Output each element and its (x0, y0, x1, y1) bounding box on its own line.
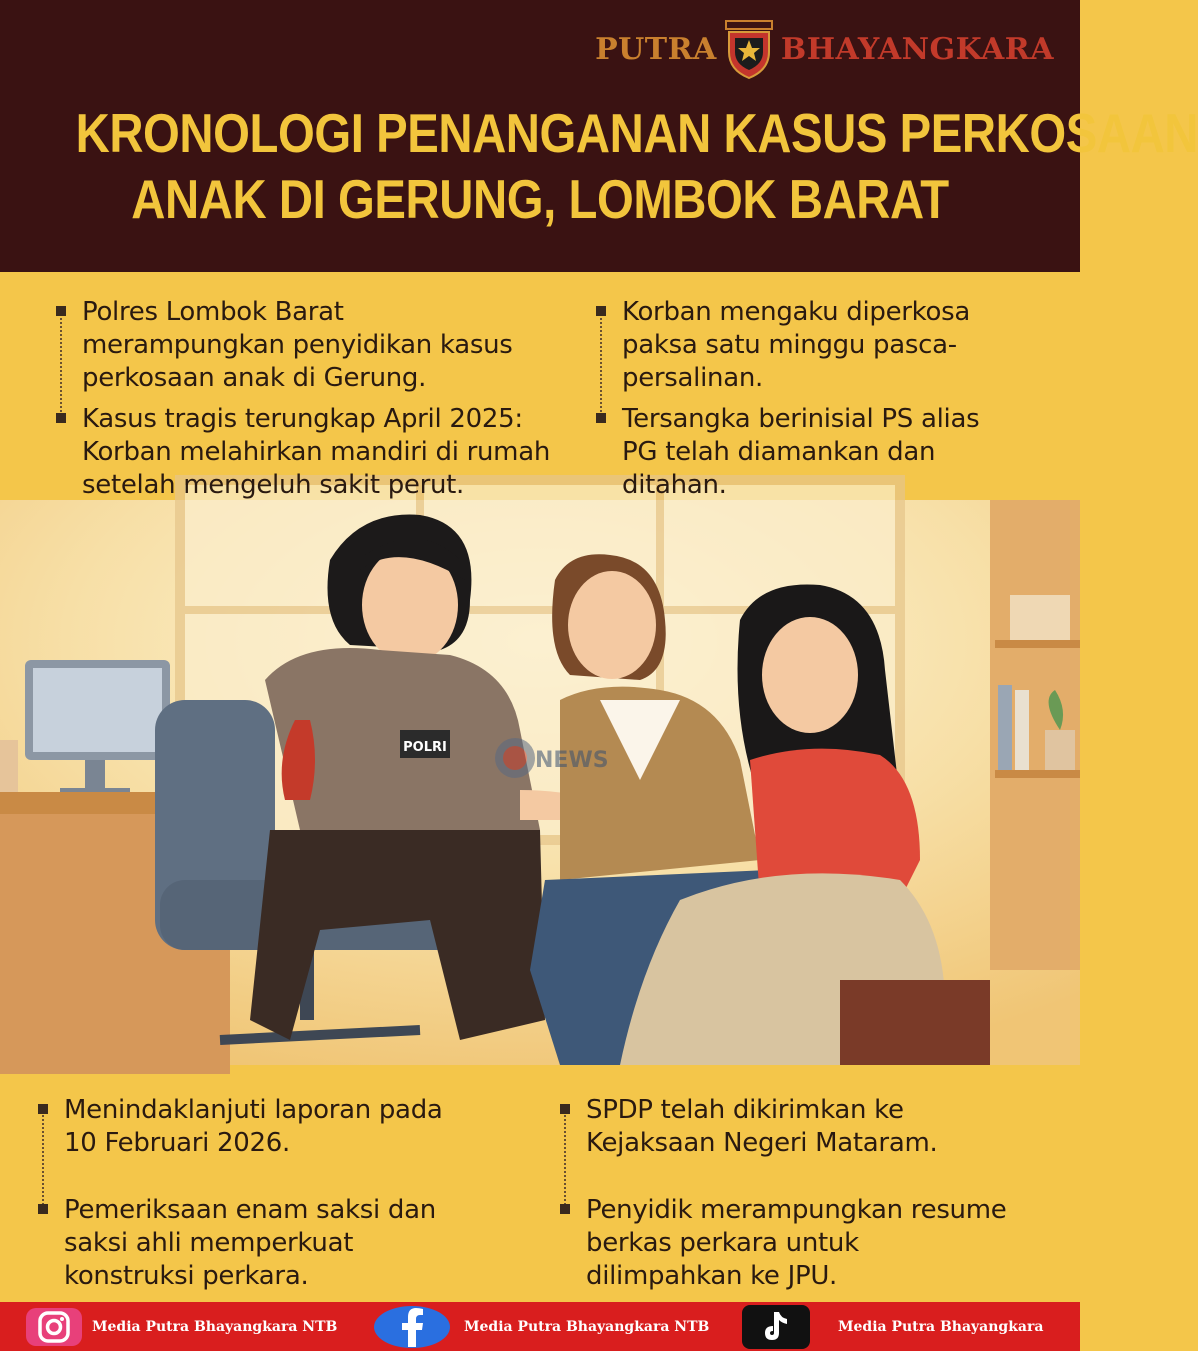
header (0, 0, 1198, 272)
bullet-line: Kasus tragis terungkap April 2025: (82, 404, 523, 434)
bullet-line: Pemeriksaan enam saksi dan (64, 1195, 436, 1225)
tiktok-icon (740, 1305, 812, 1349)
bullet-square-icon (38, 1204, 48, 1214)
page-title (75, 100, 1198, 232)
bullets-bottom-right (560, 1094, 1060, 1293)
instagram-label: Media Putra Bhayangkara NTB (92, 1318, 338, 1335)
bullet-line: persalinan. (622, 363, 763, 393)
bullet-line: paksa satu minggu pasca- (622, 330, 957, 360)
bullet-square-icon (596, 413, 606, 423)
bullet-line: Menindaklanjuti laporan pada (64, 1095, 443, 1125)
bullet-line: merampungkan penyidikan kasus (82, 330, 513, 360)
bullet-square-icon (560, 1204, 570, 1214)
bullet-line: Korban melahirkan mandiri di rumah (82, 437, 551, 467)
bullet-line: Korban mengaku diperkosa (622, 297, 971, 327)
title-line-1: KRONOLOGI PENANGANAN KASUS PERKOSAAN (75, 102, 1198, 164)
bullets-top-right (596, 296, 1066, 502)
bullet-item (560, 1194, 1060, 1293)
bullet-line: Penyidik merampungkan resume (586, 1195, 1007, 1225)
bullets-top-left (56, 296, 576, 502)
bullet-line: konstruksi perkara. (64, 1261, 309, 1291)
bullet-line: saksi ahli memperkuat (64, 1228, 354, 1258)
social-facebook[interactable] (372, 1302, 740, 1351)
watermark-text: NEWS (535, 748, 609, 773)
tiktok-label: Media Putra Bhayangkara (838, 1318, 1044, 1335)
bullet-line: dilimpahkan ke JPU. (586, 1261, 838, 1291)
bullet-line: berkas perkara untuk (586, 1228, 859, 1258)
instagram-icon (24, 1308, 84, 1346)
brand-left: PUTRA (595, 31, 717, 67)
bullet-item (596, 403, 1066, 502)
brand-logo (595, 18, 1054, 80)
bullet-item (38, 1194, 538, 1293)
bullet-line: setelah mengeluh sakit perut. (82, 470, 465, 500)
social-tiktok[interactable] (740, 1302, 1070, 1351)
bullet-line: ditahan. (622, 470, 727, 500)
bullet-square-icon (56, 306, 66, 316)
bullet-line: SPDP telah dikirimkan ke (586, 1095, 904, 1125)
bullet-line: perkosaan anak di Gerung. (82, 363, 427, 393)
bullet-square-icon (38, 1104, 48, 1114)
bullet-line: Tersangka berinisial PS alias (622, 404, 980, 434)
bullet-line: 10 Februari 2026. (64, 1128, 290, 1158)
bullet-square-icon (596, 306, 606, 316)
facebook-icon (372, 1305, 452, 1349)
illustration (0, 500, 1080, 1065)
bullet-line: Kejaksaan Negeri Mataram. (586, 1128, 938, 1158)
brand-right: BHAYANGKARA (780, 31, 1054, 67)
uniform-label: POLRI (403, 740, 447, 755)
bullet-square-icon (56, 413, 66, 423)
bullet-square-icon (560, 1104, 570, 1114)
title-line-2: ANAK DI GERUNG, LOMBOK BARAT (131, 168, 949, 230)
bullet-item (56, 296, 576, 395)
bullets-bottom-left (38, 1094, 538, 1293)
bullet-item (596, 296, 1066, 395)
shelf (990, 500, 1080, 970)
facebook-label: Media Putra Bhayangkara NTB (464, 1318, 710, 1335)
bullet-item (38, 1094, 538, 1160)
social-instagram[interactable] (0, 1302, 372, 1351)
bullet-item (56, 403, 576, 502)
footer-social-bar (0, 1302, 1080, 1351)
bullet-line: PG telah diamankan dan (622, 437, 936, 467)
bullet-item (560, 1094, 1060, 1160)
police-badge-icon (723, 18, 775, 80)
bullet-line: Polres Lombok Barat (82, 297, 344, 327)
